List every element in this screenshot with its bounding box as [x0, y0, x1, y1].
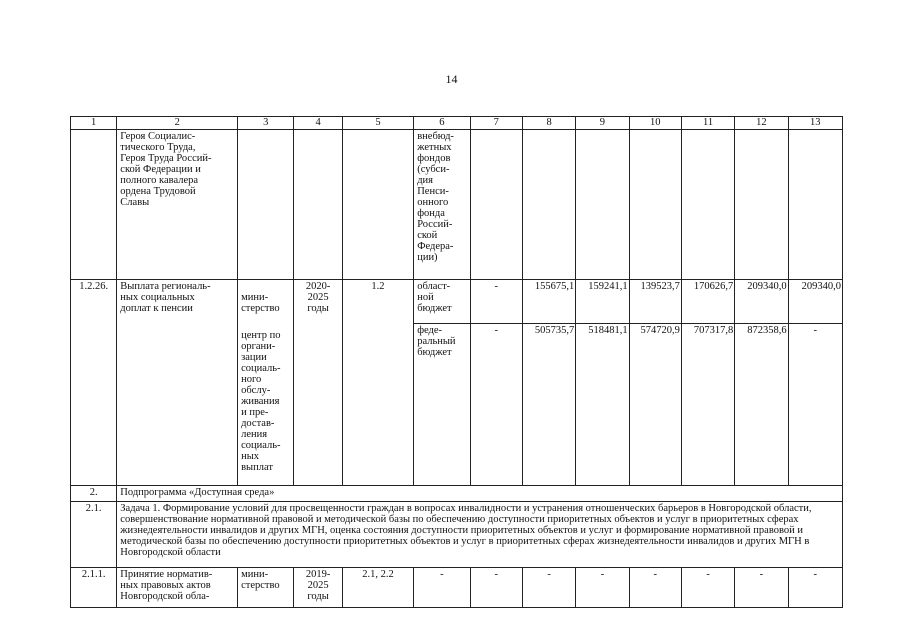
col-header: 7 — [470, 117, 522, 130]
value-cell: 707317,8 — [681, 323, 734, 485]
table-row — [71, 280, 843, 324]
program-table — [70, 116, 843, 608]
col-header: 10 — [629, 117, 681, 130]
executor-cell — [238, 280, 294, 486]
value-cell: - — [522, 568, 575, 608]
col-header: 9 — [576, 117, 629, 130]
col-header: 1 — [71, 117, 117, 130]
value-cell: 139523,7 — [629, 280, 681, 324]
measure-name: Принятие норматив- ных правовых актов Новгородской обла- — [117, 568, 238, 608]
table-row — [71, 568, 843, 608]
value-cell: 518481,1 — [576, 323, 629, 485]
row-number: 2.1.1. — [71, 568, 117, 608]
value-cell: 209340,0 — [788, 280, 842, 324]
value-cell: - — [470, 323, 522, 485]
col-header: 11 — [681, 117, 734, 130]
row-number: 1.2.26. — [71, 280, 117, 486]
funding-source: феде- ральный бюджет — [414, 323, 470, 485]
value-cell: - — [470, 568, 522, 608]
value-cell: 155675,1 — [522, 280, 575, 324]
funding-source: - — [414, 568, 470, 608]
value-cell: 159241,1 — [576, 280, 629, 324]
value-cell: - — [788, 323, 842, 485]
table-row — [71, 130, 843, 280]
row-number: 2. — [71, 486, 117, 502]
row-number: 2.1. — [71, 502, 117, 568]
value-cell: - — [681, 568, 734, 608]
col-header: 2 — [117, 117, 238, 130]
target-indicator: 2.1, 2.2 — [342, 568, 413, 608]
col-header: 8 — [522, 117, 575, 130]
col-header: 5 — [342, 117, 413, 130]
value-cell: 209340,0 — [735, 280, 788, 324]
value-cell: - — [735, 568, 788, 608]
period: 2019- 2025 годы — [294, 568, 342, 608]
measure-name-continued: Героя Социалис- тического Труда, Героя Труда Россий- ской Федерации и полного кавалера ордена Трудовой Славы — [117, 130, 238, 280]
executor-ministry: мини- стерство — [241, 292, 280, 314]
task-description: Задача 1. Формирование условий для просвещенности граждан в вопросах инвалидности и устранения отношенческих барьеров в Новгородской области, совершенствование нормативной правовой и методической базы по обеспечению доступности приоритетных объектов и услуг в приоритетных сферах жизнедеятельности инвалидов и других МГН, оценка состояния доступности приоритетных объектов и услуг и формирование нормативной правовой и методической базы по обеспечению доступности приоритетных объектов и услуг в приоритетных сферах жизнедеятельности инвалидов и других МГН в Новгородской области — [117, 502, 843, 568]
measure-name: Выплата региональ- ных социальных доплат к пенсии — [117, 280, 238, 486]
funding-source: област- ной бюджет — [414, 280, 470, 324]
value-cell: 574720,9 — [629, 323, 681, 485]
value-cell: 170626,7 — [681, 280, 734, 324]
value-cell: - — [470, 280, 522, 324]
column-number-row — [71, 117, 843, 130]
col-header: 6 — [414, 117, 470, 130]
target-indicator: 1.2 — [342, 280, 413, 486]
col-header: 12 — [735, 117, 788, 130]
col-header: 3 — [238, 117, 294, 130]
table-row — [71, 502, 843, 568]
value-cell: - — [576, 568, 629, 608]
subprogram-title: Подпрограмма «Доступная среда» — [117, 486, 843, 502]
value-cell: 872358,6 — [735, 323, 788, 485]
value-cell: 505735,7 — [522, 323, 575, 485]
col-header: 4 — [294, 117, 342, 130]
page-number: 14 — [445, 72, 458, 86]
table-row — [71, 486, 843, 502]
funding-source-continued: внебюд- жетных фондов (субси- дия Пенси- онного фонда Россий- ской Федера- ции) — [414, 130, 470, 280]
executor-center: центр по органи- зации социаль- ного обслу- живания и пре- достав- ления социаль- ных выплат — [241, 330, 281, 473]
value-cell: - — [788, 568, 842, 608]
executor-ministry: мини- стерство — [238, 568, 294, 608]
value-cell: - — [629, 568, 681, 608]
period: 2020- 2025 годы — [294, 280, 342, 486]
col-header: 13 — [788, 117, 842, 130]
